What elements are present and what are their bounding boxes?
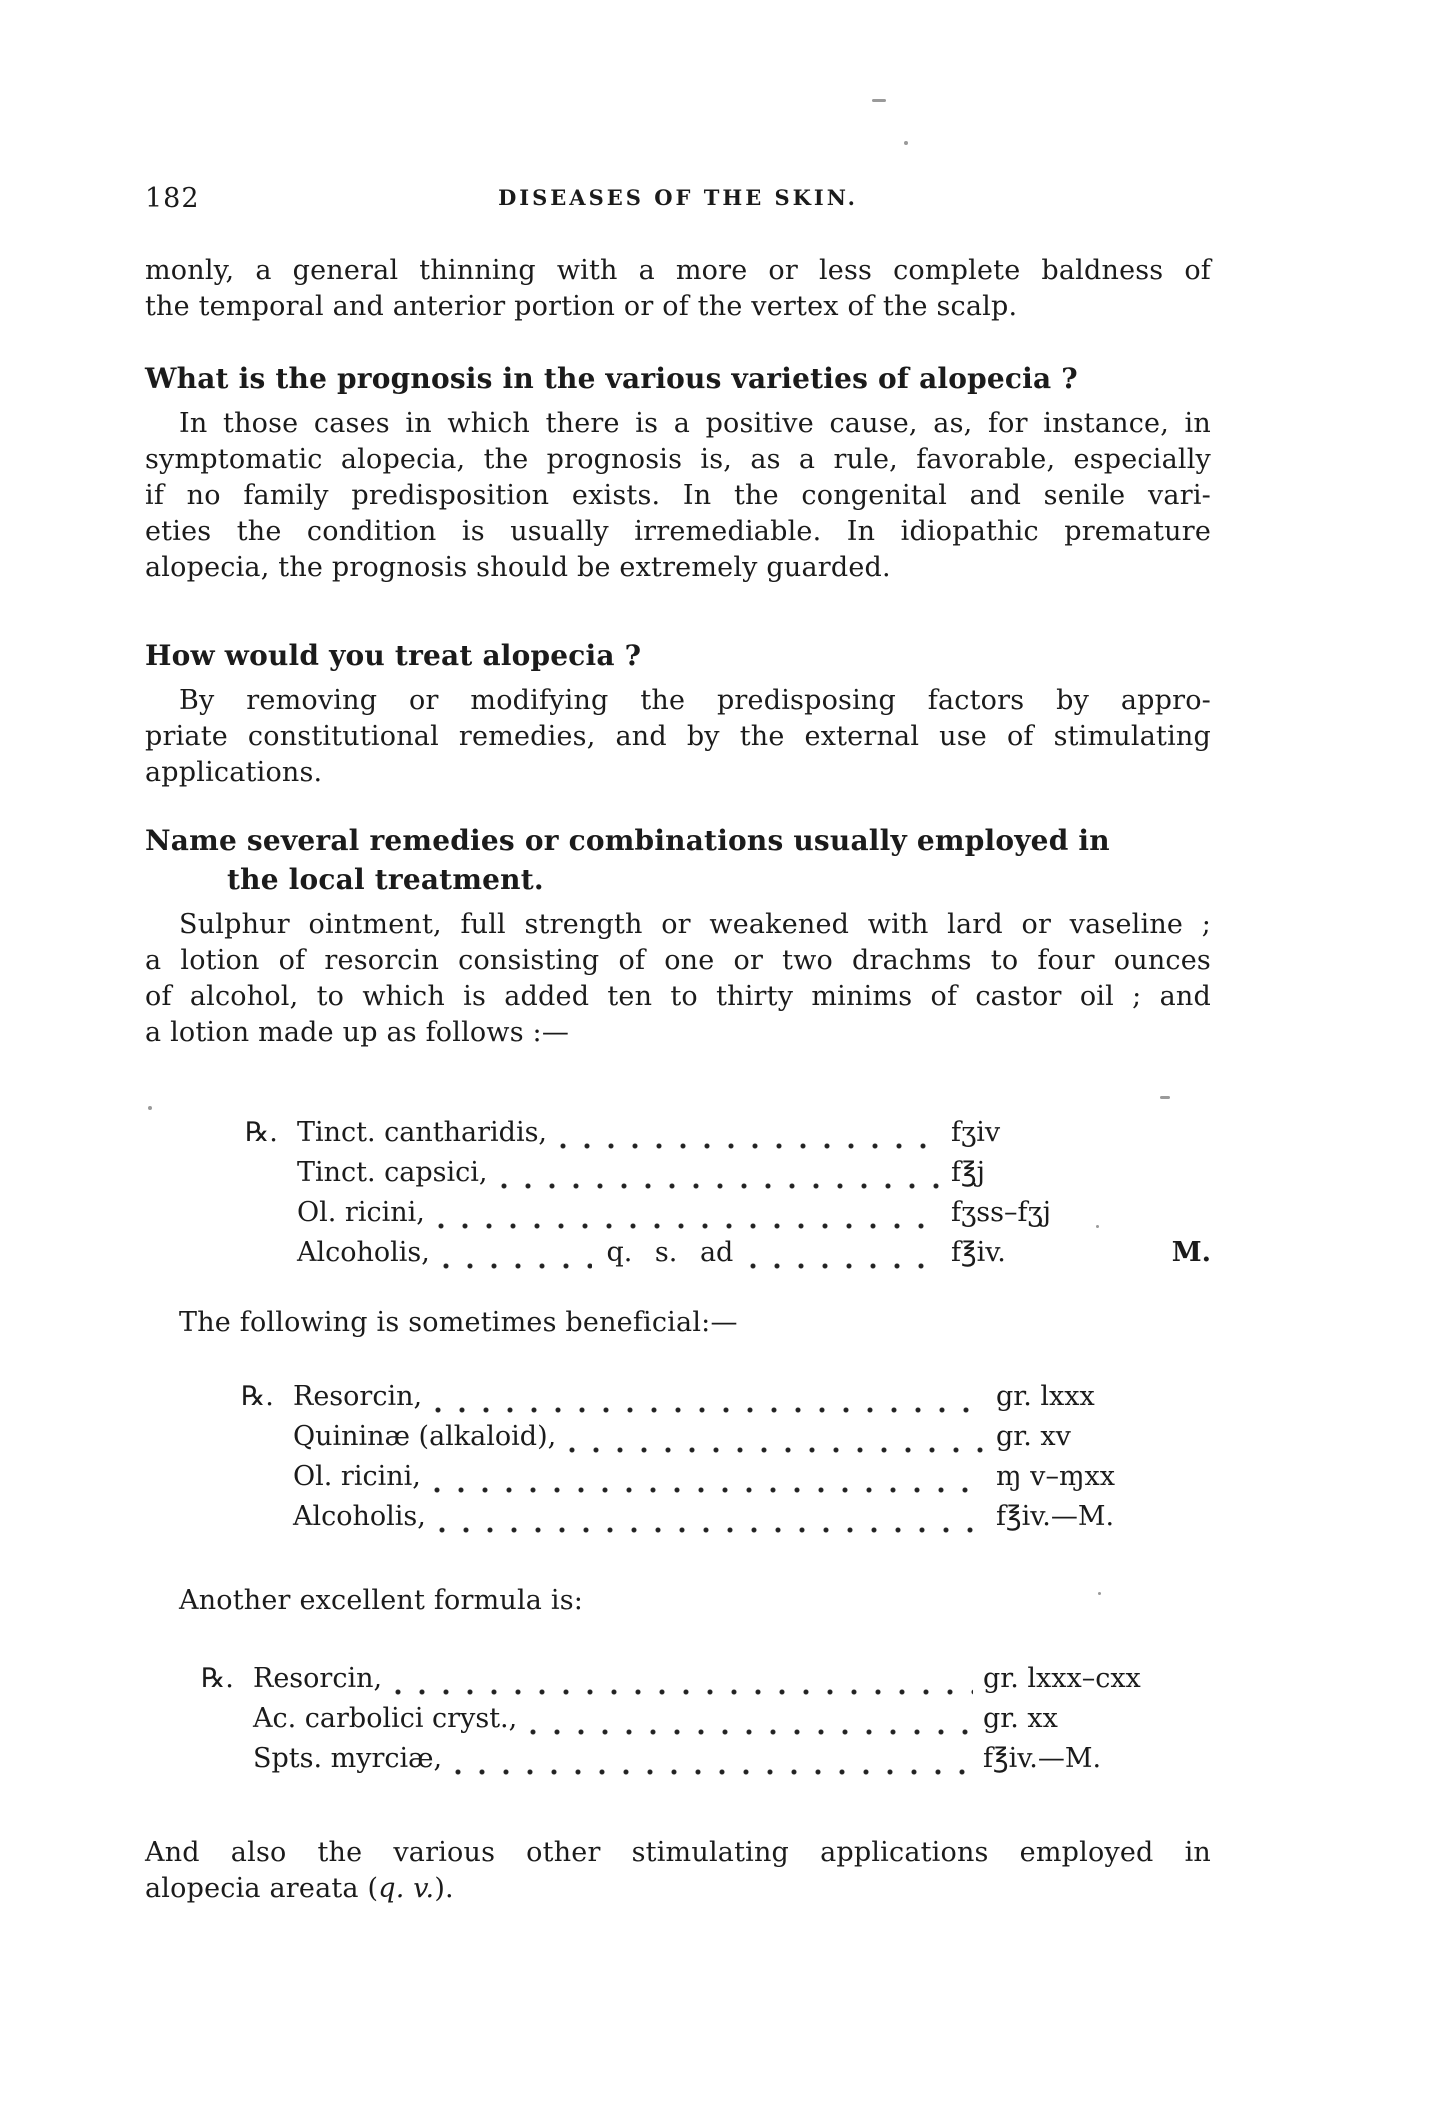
prescription-row [241,1381,1211,1421]
paragraph-line: By removing or modifying the predisposing factors by appro- [179,685,1211,716]
prescription-row [245,1197,1211,1237]
rx-ingredient: Alcoholis, [293,1501,426,1532]
rx-ingredient: Quininæ (alkaloid), [293,1421,557,1452]
paragraph-line: alopecia, the prognosis should be extremely guarded. [145,552,891,583]
paragraph-line: applications. [145,757,323,788]
paragraph-line: a lotion of resorcin consisting of one or two drachms to four ounces [145,945,1211,976]
rx-quantity: f℥iv.—M. [996,1501,1115,1532]
dot-leader [438,1526,986,1534]
rx-ingredient: Resorcin, [253,1663,383,1694]
prescription-3 [201,1663,1211,1783]
rx-mix-mark: M. [1171,1237,1211,1268]
rx-symbol: ℞. [245,1117,278,1148]
dot-leader [749,1262,941,1270]
scan-artifact [872,99,886,102]
paragraph-line: symptomatic alopecia, the prognosis is, as a rule, favorable, especially [145,444,1211,475]
paragraph-line: if no family predisposition exists. In the congenital and senile vari- [145,480,1211,511]
rx-direction: q. s. ad [606,1237,734,1268]
prescription-2 [241,1381,1211,1541]
paragraph-line: the temporal and anterior portion or of the vertex of the scalp. [145,291,1018,322]
paragraph-closing [145,1835,1211,1907]
rx-quantity: gr. lxxx–cxx [983,1663,1141,1694]
prescription-row [241,1501,1211,1541]
rx-quantity: gr. xv [996,1421,1071,1452]
prescription-1 [245,1117,1211,1277]
rx-quantity: f℥j [951,1157,985,1188]
rx-ingredient: Tinct. cantharidis, [297,1117,548,1148]
prescription-row [201,1743,1211,1783]
prescription-row [201,1663,1211,1703]
rx-ingredient: Ol. ricini, [297,1197,425,1228]
rx-quantity: ɱ v–ɱxx [996,1461,1115,1492]
paragraph-treatment [145,683,1211,791]
paragraph-line: monly, a general thinning with a more or less complete baldness of [145,255,1211,286]
heading-line: How would you treat alopecia ? [145,639,642,672]
rx-quantity: fʒiv [951,1117,1001,1148]
page-number: 182 [145,183,200,214]
paragraph-line: priate constitutional remedies, and by the external use of stimulating [145,721,1211,752]
dot-leader [529,1728,973,1736]
rx-quantity: gr. xx [983,1703,1058,1734]
dot-leader [437,1222,941,1230]
abbreviation-qv: q. v. [378,1873,435,1904]
running-title: DISEASES OF THE SKIN. [498,185,858,210]
lead-in-beneficial [145,1305,1211,1341]
rx-ingredient: Ac. carbolici cryst., [253,1703,518,1734]
text-segment: ). [434,1873,454,1904]
prescription-row [245,1237,1211,1277]
rx-quantity: gr. lxxx [996,1381,1095,1412]
paragraph-line: In those cases in which there is a positive cause, as, for instance, in [179,408,1211,439]
prescription-row [201,1703,1211,1743]
rx-ingredient: Alcoholis, [297,1237,430,1268]
prescription-row [245,1157,1211,1197]
rx-quantity: f℥iv.—M. [983,1743,1102,1774]
page-header [145,183,1211,215]
dot-leader [454,1768,973,1776]
dot-leader [568,1446,986,1454]
question-heading-prognosis [145,359,1211,398]
question-heading-treatment [145,636,1211,675]
paragraph-line: The following is sometimes beneficial:— [179,1307,738,1338]
paragraph-line: And also the various other stimulating applications employed in [145,1837,1211,1868]
rx-ingredient: Spts. myrciæ, [253,1743,443,1774]
heading-line: Name several remedies or combinations usually employed in [145,824,1110,857]
rx-ingredient: Tinct. capsici, [297,1157,488,1188]
prescription-row [241,1461,1211,1501]
rx-ingredient: Ol. ricini, [293,1461,421,1492]
heading-line: the local treatment. [227,863,544,896]
prescription-row [245,1117,1211,1157]
paragraph-intro [145,253,1211,325]
scan-artifact [904,141,908,145]
paragraph-line: a lotion made up as follows :— [145,1017,570,1048]
prescription-row [241,1421,1211,1461]
paragraph-line [145,1871,1211,1907]
dot-leader [442,1262,593,1270]
rx-quantity: f℥iv. [951,1237,1006,1268]
rx-ingredient: Resorcin, [293,1381,423,1412]
text-segment: alopecia areata ( [145,1873,379,1904]
dot-leader [434,1406,986,1414]
paragraph-line: eties the condition is usually irremediable. In idiopathic premature [145,516,1211,547]
paragraph-line: of alcohol, to which is added ten to thirty minims of castor oil ; and [145,981,1211,1012]
rx-quantity: fʒss–fʒj [951,1197,1052,1228]
dot-leader [559,1142,941,1150]
question-heading-remedies [145,821,1211,899]
rx-symbol: ℞. [241,1381,274,1412]
text-column [145,183,1211,1907]
paragraph-line: Sulphur ointment, full strength or weakened with lard or vaseline ; [179,909,1211,940]
dot-leader [394,1688,973,1696]
paragraph-remedies [145,907,1211,1051]
dot-leader [433,1486,986,1494]
paragraph-prognosis [145,406,1211,586]
heading-line: What is the prognosis in the various varieties of alopecia ? [145,362,1078,395]
rx-symbol: ℞. [201,1663,234,1694]
dot-leader [500,1182,941,1190]
lead-in-another-formula [145,1583,1211,1619]
paragraph-line: Another excellent formula is: [179,1585,584,1616]
